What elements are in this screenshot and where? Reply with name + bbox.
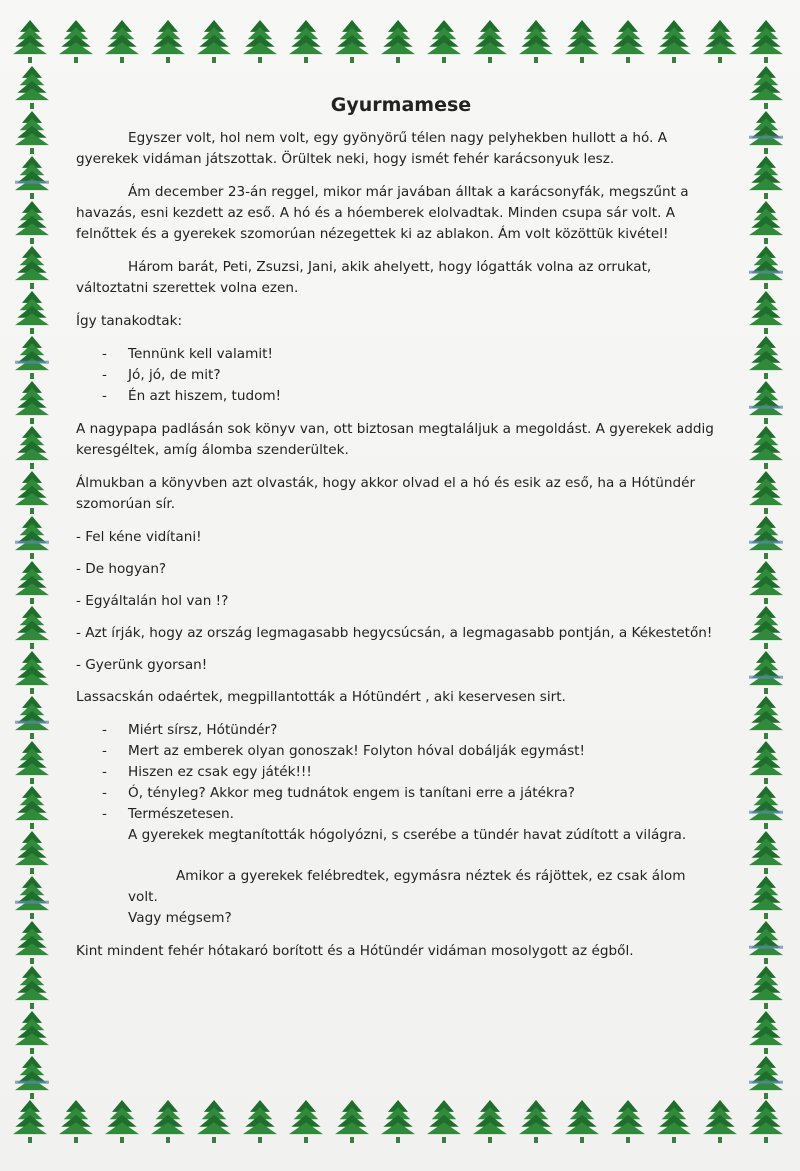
christmas-tree-icon <box>611 1100 645 1143</box>
christmas-tree-icon <box>289 20 323 63</box>
christmas-tree-icon <box>749 20 783 63</box>
christmas-tree-icon <box>13 1100 47 1143</box>
christmas-tree-icon <box>15 966 49 1009</box>
christmas-tree-icon <box>749 156 783 199</box>
dialog-list-1 <box>76 344 726 407</box>
christmas-tree-icon <box>151 20 185 63</box>
christmas-tree-icon <box>657 20 691 63</box>
christmas-tree-icon <box>749 201 783 244</box>
christmas-tree-icon <box>749 696 783 739</box>
christmas-tree-icon <box>151 1100 185 1143</box>
christmas-tree-icon <box>749 876 783 919</box>
christmas-tree-icon <box>243 20 277 63</box>
closing-line-3: Vagy mégsem? <box>128 910 232 926</box>
christmas-tree-icon <box>335 20 369 63</box>
christmas-tree-icon <box>15 876 49 919</box>
christmas-tree-icon <box>519 20 553 63</box>
christmas-tree-icon <box>13 20 47 63</box>
page-title: Gyurmamese <box>330 94 472 116</box>
christmas-tree-icon <box>15 831 49 874</box>
christmas-tree-icon <box>749 606 783 649</box>
christmas-tree-icon <box>473 1100 507 1143</box>
paragraph-4: Így tanakodtak: <box>76 313 183 329</box>
list-item: - Mert az emberek olyan gonoszak! Folyton hóval dobálják egymást! <box>76 741 726 762</box>
christmas-tree-icon <box>381 1100 415 1143</box>
christmas-tree-icon <box>15 1056 49 1099</box>
christmas-tree-icon <box>427 20 461 63</box>
christmas-tree-icon <box>15 1011 49 1054</box>
christmas-tree-icon <box>749 921 783 964</box>
christmas-tree-icon <box>749 561 783 604</box>
dialog-list-2 <box>76 720 726 846</box>
christmas-tree-icon <box>335 1100 369 1143</box>
christmas-tree-icon <box>15 786 49 829</box>
closing-block <box>76 866 726 929</box>
christmas-tree-icon <box>15 246 49 289</box>
dialog-line-4: - Azt írják, hogy az ország legmagasabb hegycsúcsán, a legmagasabb pontján, a Kékestetőn! <box>76 625 713 641</box>
list-item: - Tennünk kell valamit! <box>76 344 726 365</box>
christmas-tree-icon <box>703 1100 737 1143</box>
christmas-tree-icon <box>749 1100 783 1143</box>
christmas-tree-icon <box>15 561 49 604</box>
christmas-tree-icon <box>749 471 783 514</box>
list-item: - Miért sírsz, Hótündér? <box>76 720 726 741</box>
paragraph-3: Három barát, Peti, Zsuzsi, Jani, akik ahelyett, hogy lógatták volna az orrukat, változtatni szerettek volna ezen. <box>76 259 652 296</box>
christmas-tree-icon <box>427 1100 461 1143</box>
list-item: - Ó, tényleg? Akkor meg tudnátok engem is tanítani erre a játékra? <box>76 783 726 804</box>
christmas-tree-icon <box>749 66 783 109</box>
christmas-tree-icon <box>15 201 49 244</box>
list-item-continuation: A gyerekek megtanították hógolyózni, s cserébe a tündér havat zúdított a világra. <box>128 827 687 843</box>
christmas-tree-icon <box>749 111 783 154</box>
christmas-tree-icon <box>749 336 783 379</box>
christmas-tree-icon <box>703 20 737 63</box>
dialog-line-2: - De hogyan? <box>76 561 167 577</box>
paragraph-7: Lassacskán odaértek, megpillantották a Hótündért , aki keservesen sirt. <box>76 689 566 705</box>
closing-line-1: Amikor a gyerekek felébredtek, egymásra néztek és rájöttek, ez csak álom <box>176 868 686 884</box>
christmas-tree-icon <box>657 1100 691 1143</box>
christmas-tree-icon <box>611 20 645 63</box>
list-item: - Természetesen. <box>76 804 726 825</box>
paragraph-2: Ám december 23-án reggel, mikor már javában álltak a karácsonyfák, megszűnt a havazás, esni kezdett az eső. A hó és a hóemberek elolvadtak. Minden csupa sár volt. A felnőttek és a gyerekek szomorúan nézegettek ki az ablakon. Ám volt közöttük kivétel! <box>76 184 689 242</box>
list-item: - Hiszen ez csak egy játék!!! <box>76 762 726 783</box>
christmas-tree-icon <box>15 336 49 379</box>
christmas-tree-icon <box>473 20 507 63</box>
christmas-tree-icon <box>15 606 49 649</box>
paragraph-9: Kint mindent fehér hótakaró borított és a Hótündér vidáman mosolygott az égből. <box>76 943 634 959</box>
list-item: - Jó, jó, de mit? <box>76 365 726 386</box>
christmas-tree-icon <box>15 381 49 424</box>
christmas-tree-icon <box>197 20 231 63</box>
christmas-tree-icon <box>105 20 139 63</box>
christmas-tree-icon <box>519 1100 553 1143</box>
christmas-tree-icon <box>749 246 783 289</box>
christmas-tree-icon <box>15 291 49 334</box>
christmas-tree-icon <box>15 426 49 469</box>
christmas-tree-icon <box>749 741 783 784</box>
christmas-tree-icon <box>749 291 783 334</box>
christmas-tree-icon <box>749 516 783 559</box>
christmas-tree-icon <box>59 20 93 63</box>
christmas-tree-icon <box>197 1100 231 1143</box>
dialog-line-1: - Fel kéne vidítani! <box>76 529 202 545</box>
christmas-tree-icon <box>243 1100 277 1143</box>
christmas-tree-icon <box>289 1100 323 1143</box>
christmas-tree-icon <box>749 1011 783 1054</box>
christmas-tree-icon <box>15 471 49 514</box>
christmas-tree-icon <box>565 1100 599 1143</box>
christmas-tree-icon <box>749 381 783 424</box>
christmas-tree-icon <box>15 741 49 784</box>
christmas-tree-icon <box>15 651 49 694</box>
christmas-tree-icon <box>15 66 49 109</box>
christmas-tree-icon <box>749 966 783 1009</box>
paragraph-1: Egyszer volt, hol nem volt, egy gyönyörű télen nagy pelyhekben hullott a hó. A gyerekek vidáman játszottak. Örültek neki, hogy ismét fehér karácsonyuk lesz. <box>76 130 668 167</box>
christmas-tree-icon <box>749 426 783 469</box>
christmas-tree-icon <box>749 831 783 874</box>
christmas-tree-icon <box>381 20 415 63</box>
christmas-tree-icon <box>749 651 783 694</box>
christmas-tree-icon <box>15 111 49 154</box>
christmas-tree-icon <box>105 1100 139 1143</box>
christmas-tree-icon <box>15 516 49 559</box>
paragraph-6: Álmukban a könyvben azt olvasták, hogy akkor olvad el a hó és esik az eső, ha a Hótündér szomorúan sír. <box>76 475 696 512</box>
story-content <box>76 92 726 974</box>
christmas-tree-icon <box>15 921 49 964</box>
closing-line-2: volt. <box>128 889 158 905</box>
list-item: - Én azt hiszem, tudom! <box>76 386 726 407</box>
christmas-tree-icon <box>749 1056 783 1099</box>
paragraph-5: A nagypapa padlásán sok könyv van, ott biztosan megtaláljuk a megoldást. A gyerekek addig keresgéltek, amíg álomba szenderültek. <box>76 421 714 458</box>
christmas-tree-icon <box>15 156 49 199</box>
christmas-tree-icon <box>15 696 49 739</box>
dialog-line-3: - Egyáltalán hol van !? <box>76 593 229 609</box>
christmas-tree-icon <box>59 1100 93 1143</box>
christmas-tree-icon <box>565 20 599 63</box>
dialog-line-5: - Gyerünk gyorsan! <box>76 657 208 673</box>
christmas-tree-icon <box>749 786 783 829</box>
